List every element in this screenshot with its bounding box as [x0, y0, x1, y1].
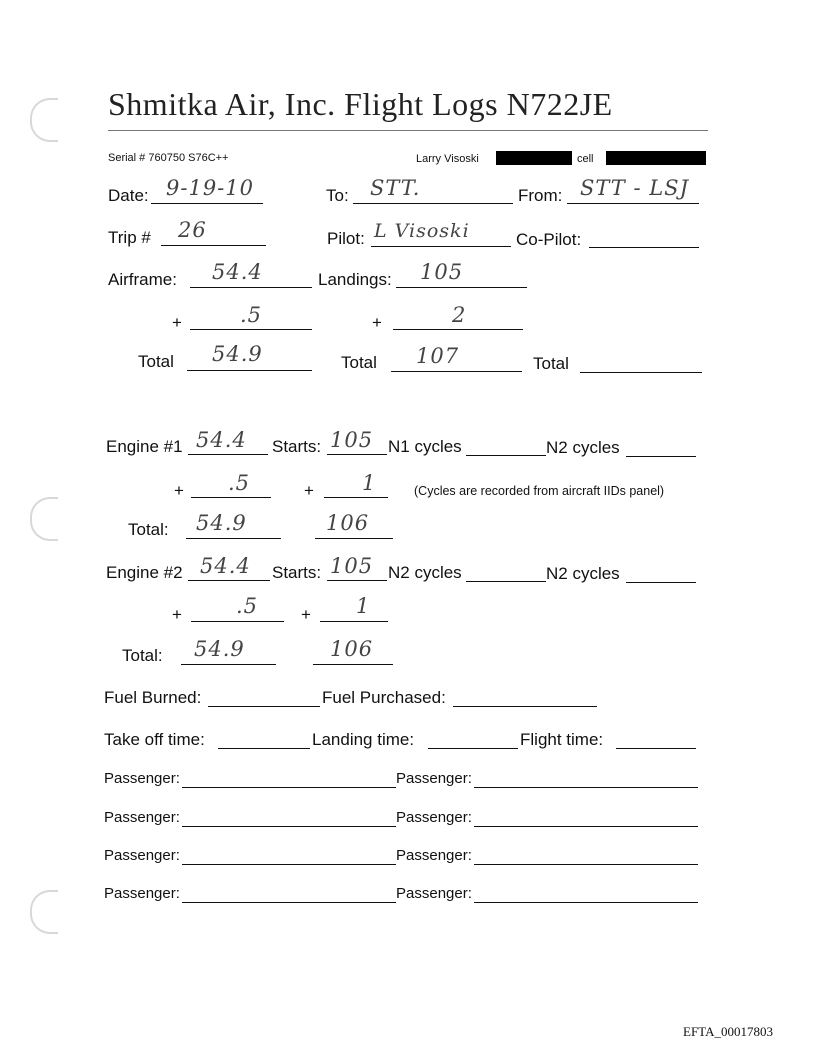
engine1-total-label: Total: [128, 520, 169, 539]
passenger-label: Passenger: [396, 770, 472, 787]
landing-time-line [428, 748, 518, 749]
airframe-label: Airframe: [108, 270, 177, 289]
copilot-label: Co-Pilot: [516, 230, 582, 249]
passenger-label: Passenger: [396, 885, 472, 902]
passenger-label: Passenger: [104, 809, 180, 826]
punch-hole-top [30, 98, 58, 142]
fuel-purchased-label: Fuel Purchased: [322, 688, 446, 707]
airframe-total-line [187, 370, 312, 371]
engine1-hours-value: 54.4 [196, 428, 247, 452]
cell-label: cell [577, 153, 594, 165]
engine2-n2-label: N2 cycles [546, 564, 620, 583]
engine2-total-label: Total: [122, 646, 163, 665]
engine2-starts-total-line [313, 664, 393, 665]
passenger-label: Passenger: [104, 847, 180, 864]
from-line [567, 203, 699, 204]
page-title: Shmitka Air, Inc. Flight Logs N722JE [108, 86, 613, 122]
serial-number: Serial # 760750 S76C++ [108, 152, 229, 164]
engine2-n2-line [626, 582, 696, 583]
takeoff-time-label: Take off time: [104, 730, 205, 749]
landings-label: Landings: [318, 270, 392, 289]
flight-time-label: Flight time: [520, 730, 604, 749]
contact-name: Larry Visoski [416, 153, 479, 165]
engine1-n2-label: N2 cycles [546, 438, 620, 457]
date-value: 9-19-10 [166, 176, 254, 200]
fuel-burned-line [208, 706, 320, 707]
takeoff-time-line [218, 748, 310, 749]
passenger-line [182, 826, 396, 827]
engine1-starts-add-value: 1 [362, 471, 377, 495]
passenger-line [474, 864, 698, 865]
engine1-hours-add-value: .5 [228, 471, 251, 495]
airframe-add-line [190, 329, 312, 330]
landings-plus: + [372, 313, 382, 332]
passenger-label: Passenger: [396, 809, 472, 826]
engine2-starts-add-value: 1 [356, 594, 371, 618]
from-label: From: [518, 186, 563, 205]
landings-total-value: 107 [416, 344, 460, 368]
passenger-line [182, 902, 396, 903]
redaction-bar [496, 151, 572, 165]
trip-line [161, 245, 266, 246]
passenger-line [474, 902, 698, 903]
redaction-bar [606, 151, 706, 165]
engine1-starts-plus: + [304, 481, 314, 500]
engine2-starts-plus: + [301, 605, 311, 624]
airframe-value: 54.4 [212, 260, 263, 284]
engine2-hours-value: 54.4 [200, 554, 251, 578]
engine2-starts-add-line [320, 621, 388, 622]
landings-add-line [393, 329, 523, 330]
cycles-note: (Cycles are recorded from aircraft IIDs panel) [414, 484, 665, 498]
engine2-n1-line [466, 581, 546, 582]
flight-time-line [616, 748, 696, 749]
airframe-add-value: .5 [240, 303, 263, 327]
fuel-burned-label: Fuel Burned: [104, 688, 202, 707]
engine2-label: Engine #2 [106, 563, 183, 582]
engine2-starts-value: 105 [330, 554, 374, 578]
third-total-label: Total [533, 354, 569, 373]
trip-value: 26 [178, 218, 207, 242]
to-value: STT. [370, 176, 421, 200]
pilot-label: Pilot: [327, 229, 365, 248]
engine2-starts-label: Starts: [272, 563, 322, 582]
airframe-line [190, 287, 312, 288]
from-value: STT - LSJ [580, 176, 689, 200]
airframe-total-label: Total [138, 352, 174, 371]
landings-add-value: 2 [452, 303, 467, 327]
engine2-hours-line [188, 580, 270, 581]
trip-label: Trip # [108, 228, 151, 247]
date-label: Date: [108, 186, 149, 205]
engine2-hours-add-line [191, 621, 284, 622]
date-line [151, 203, 263, 204]
engine1-hours-line [188, 454, 268, 455]
passenger-label: Passenger: [396, 847, 472, 864]
pilot-signature: L Visoski [374, 220, 470, 242]
landing-time-label: Landing time: [312, 730, 415, 749]
engine1-n1-label: N1 cycles [388, 437, 462, 456]
passenger-label: Passenger: [104, 770, 180, 787]
passenger-line [182, 787, 396, 788]
passenger-label: Passenger: [104, 885, 180, 902]
airframe-total-value: 54.9 [212, 342, 263, 366]
engine2-n1-label: N2 cycles [388, 563, 462, 582]
engine1-starts-total-line [315, 538, 393, 539]
engine1-starts-total-value: 106 [326, 511, 370, 535]
engine1-label: Engine #1 [106, 437, 183, 456]
document-id: EFTA_00017803 [683, 1024, 773, 1039]
passenger-line [474, 826, 698, 827]
fuel-purchased-line [453, 706, 597, 707]
landings-total-line [391, 371, 522, 372]
engine1-hours-plus: + [174, 481, 184, 500]
engine1-n2-line [626, 456, 696, 457]
engine1-hours-add-line [191, 497, 271, 498]
engine2-starts-total-value: 106 [330, 637, 374, 661]
copilot-line [589, 247, 699, 248]
punch-hole-bottom [30, 890, 58, 934]
engine1-starts-line [327, 454, 387, 455]
third-total-line [580, 372, 702, 373]
engine1-n1-line [466, 455, 546, 456]
engine1-hours-total-value: 54.9 [196, 511, 247, 535]
engine2-hours-total-line [181, 664, 276, 665]
engine1-hours-total-line [186, 538, 281, 539]
to-label: To: [326, 186, 349, 205]
engine2-hours-plus: + [172, 605, 182, 624]
punch-hole-middle [30, 497, 58, 541]
landings-value: 105 [420, 260, 464, 284]
engine1-starts-value: 105 [330, 428, 374, 452]
pilot-line [371, 246, 511, 247]
landings-line [396, 287, 527, 288]
landings-total-label: Total [341, 353, 377, 372]
engine2-starts-line [327, 580, 387, 581]
passenger-line [182, 864, 396, 865]
passenger-line [474, 787, 698, 788]
engine2-hours-total-value: 54.9 [194, 637, 245, 661]
airframe-plus: + [172, 313, 182, 332]
to-line [353, 203, 513, 204]
engine1-starts-label: Starts: [272, 437, 322, 456]
engine1-starts-add-line [324, 497, 388, 498]
title-rule [108, 130, 708, 131]
engine2-hours-add-value: .5 [236, 594, 259, 618]
